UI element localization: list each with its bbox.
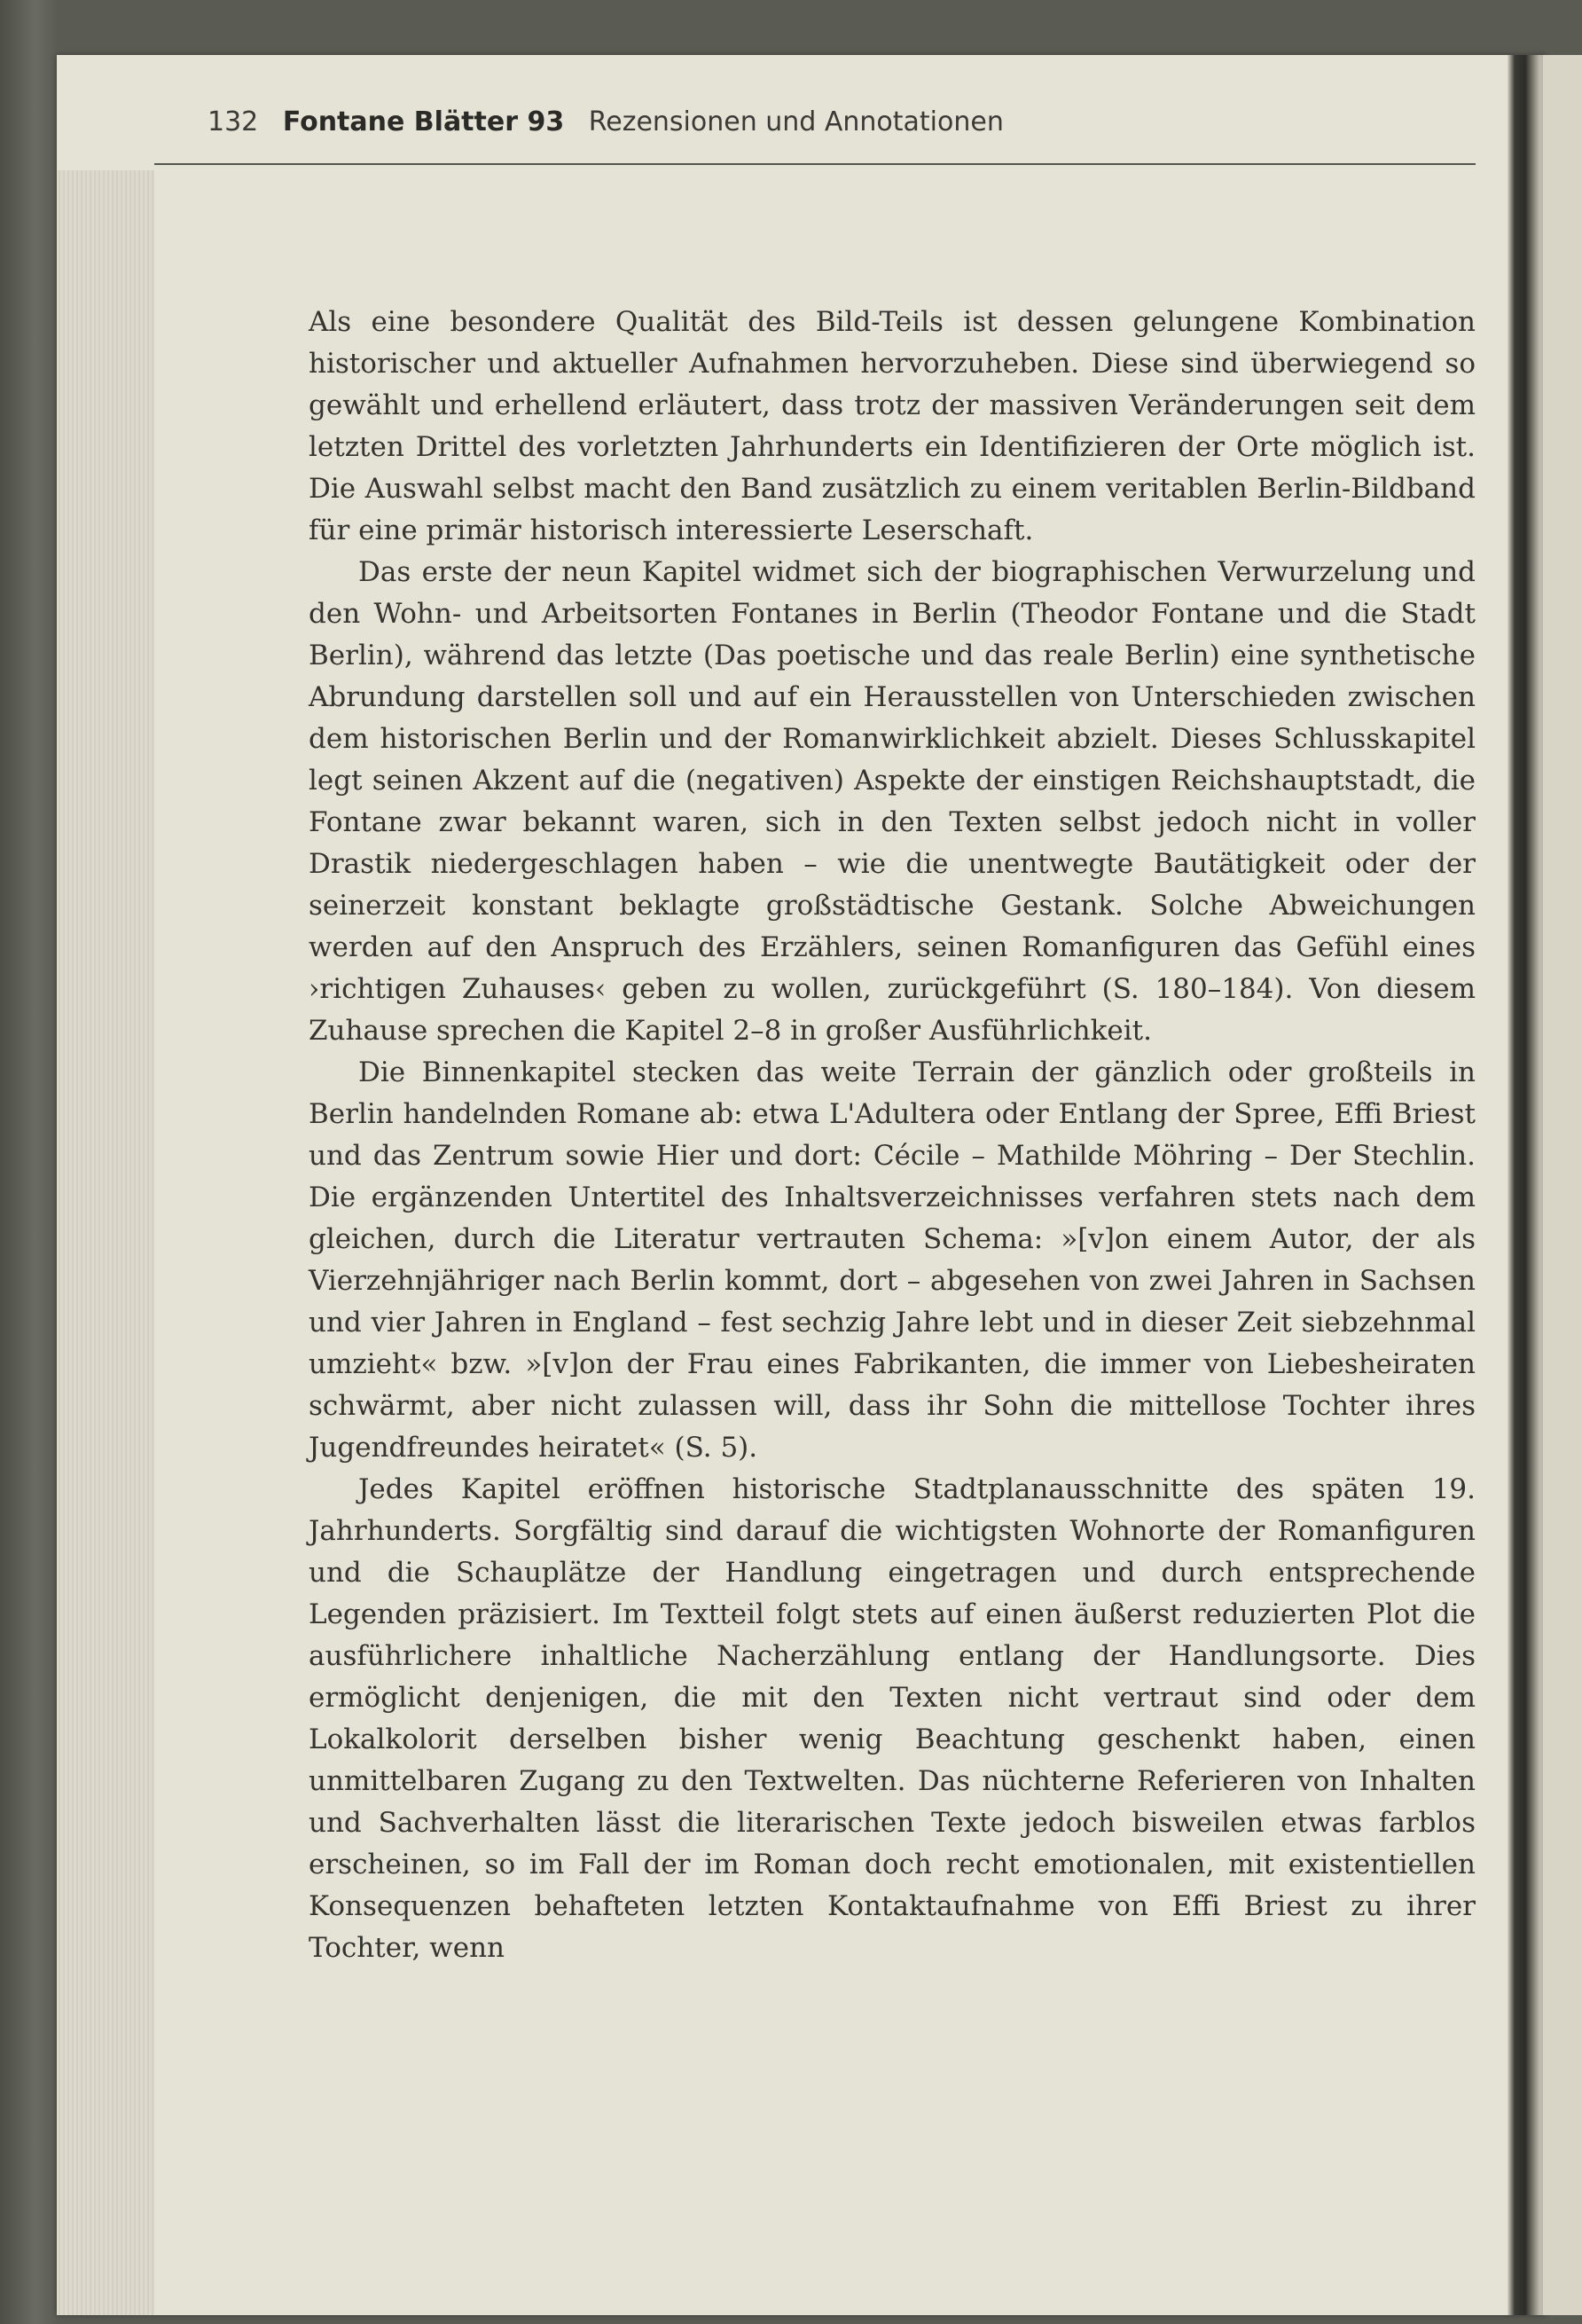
paragraph: Die Binnenkapitel stecken das weite Terrain der gänzlich oder großteils in Berlin handelnden Romane ab: etwa L'Adultera oder Entlang der Spree, Effi Briest und das Zentrum sowie Hier und dort: Cécile – Mathilde Möhring – Der Stechlin. Die ergänzenden Untertitel des Inhaltsverzeichnisses verfahren stets nach dem gleichen, durch die Literatur vertrauten Schema: »[v]on einem Autor, der als Vierzehnjähriger nach Berlin kommt, dort – abgesehen von zwei Jahren in Sachsen und vier Jahren in England – fest sechzig Jahre lebt und in dieser Zeit siebzehnmal umzieht« bzw. »[v]on der Frau eines Fabrikanten, die immer von Liebesheiraten schwärmt, aber nicht zulassen will, dass ihr Sohn die mittellose Tochter ihres Jugendfreundes heiratet« (S. 5). — [309, 1056, 1476, 1464]
running-head — [208, 106, 1020, 142]
section-title: Rezensionen und Annotationen — [588, 106, 1004, 137]
header-rule — [154, 163, 1476, 165]
journal-title: Fontane Blätter 93 — [282, 106, 565, 137]
paragraph: Jedes Kapitel eröffnen historische Stadtplanausschnitte des späten 19. Jahrhunderts. Sorgfältig sind darauf die wichtigsten Wohnorte der Romanfiguren und die Schauplätze der Handlung eingetragen und durch entsprechende Legenden präzisiert. Im Textteil folgt stets auf einen äußerst reduzierten Plot die ausführlichere inhaltliche Nacherzählung entlang der Handlungsorte. Dies ermöglicht denjenigen, die mit den Texten nicht vertraut sind oder dem Lokalkolorit derselben bisher wenig Beachtung geschenkt haben, einen unmittelbaren Zugang zu den Textwelten. Das nüchterne Referieren von Inhalten und Sachverhalten lässt die literarischen Texte jedoch bisweilen etwas farblos erscheinen, so im Fall der im Roman doch recht emotionalen, mit existentiellen Konsequenzen behafteten letzten Kontaktaufnahme von Effi Briest zu ihrer Tochter, wenn — [309, 1473, 1476, 1964]
body-text — [309, 302, 1476, 1969]
page-number: 132 — [208, 106, 259, 137]
paragraph: Das erste der neun Kapitel widmet sich der biographischen Verwurzelung und den Wohn- und Arbeitsorten Fontanes in Berlin (Theodor Fontane und die Stadt Berlin), während das letzte (Das poetische und das reale Berlin) eine synthetische Abrundung darstellen soll und auf ein Herausstellen von Unterschieden zwischen dem historischen Berlin und der Romanwirklichkeit abzielt. Dieses Schlusskapitel legt seinen Akzent auf die (negativen) Aspekte der einstigen Reichshauptstadt, die Fontane zwar bekannt waren, sich in den Texten selbst jedoch nicht in voller Drastik niedergeschlagen haben – wie die unentwegte Bautätigkeit oder der seinerzeit konstant beklagte großstädtische Gestank. Solche Abweichungen werden auf den Anspruch des Erzählers, seinen Romanfiguren das Gefühl eines ›richtigen Zuhauses‹ geben zu wollen, zurückgeführt (S. 180–184). Von diesem Zuhause sprechen die Kapitel 2–8 in großer Ausführlichkeit. — [309, 556, 1476, 1047]
paragraph: Als eine besondere Qualität des Bild-Teils ist dessen gelungene Kombination historischer und aktueller Aufnahmen hervorzuheben. Diese sind überwiegend so gewählt und erhellend erläutert, dass trotz der massiven Veränderungen seit dem letzten Drittel des vorletzten Jahrhunderts ein Identifizieren der Orte möglich ist. Die Auswahl selbst macht den Band zusätzlich zu einem veritablen Berlin-Bildband für eine primär historisch interessierte Leserschaft. — [309, 306, 1476, 546]
facing-page-edge — [1543, 55, 1582, 2315]
book-page — [57, 55, 1508, 2315]
book-gutter — [1508, 55, 1543, 2315]
